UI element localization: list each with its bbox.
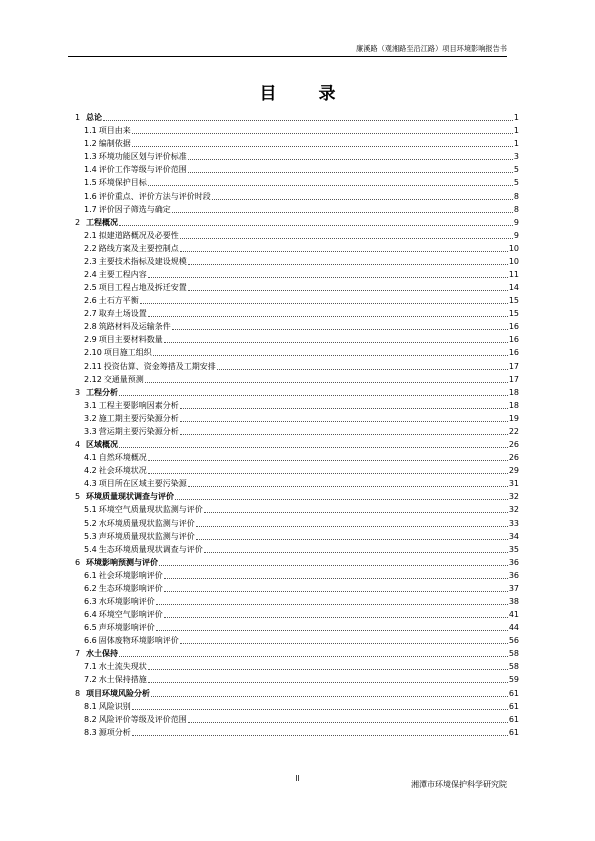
- toc-entry-number: 5.2: [84, 518, 97, 528]
- toc-section-entry[interactable]: [75, 149, 519, 162]
- toc-chapter-entry[interactable]: [75, 489, 519, 502]
- toc-entry-label: 环境功能区划与评价标准: [98, 152, 187, 162]
- toc-entry-label: 区域概况: [86, 440, 118, 450]
- toc-dot-leader: [151, 696, 508, 697]
- toc-section-entry[interactable]: [75, 358, 519, 371]
- toc-entry-number: 3.1: [84, 400, 97, 410]
- toc-entry-page: 58: [508, 649, 519, 659]
- toc-dot-leader: [145, 382, 508, 383]
- toc-dot-leader: [156, 604, 508, 605]
- toc-dot-leader: [132, 709, 508, 710]
- toc-entry-number: 1.2: [84, 139, 97, 149]
- toc-entry-page: 36: [508, 557, 519, 567]
- toc-dot-leader: [148, 682, 508, 683]
- toc-entry-label: 社会环境状况: [98, 466, 147, 476]
- toc-entry-number: 7.1: [84, 662, 97, 672]
- toc-entry-number: 2.1: [84, 230, 97, 240]
- toc-entry-label: 拟建道路概况及必要性: [98, 230, 179, 240]
- toc-dot-leader: [148, 185, 513, 186]
- toc-dot-leader: [180, 238, 513, 239]
- toc-entry-number: 1.3: [84, 152, 97, 162]
- toc-section-entry[interactable]: [75, 542, 519, 555]
- toc-dot-leader: [148, 460, 508, 461]
- toc-section-entry[interactable]: [75, 345, 519, 358]
- toc-entry-label: 环境质量现状调查与评价: [86, 492, 174, 502]
- toc-section-entry[interactable]: [75, 293, 519, 306]
- toc-dot-leader: [204, 512, 508, 513]
- toc-chapter-entry[interactable]: [75, 437, 519, 450]
- toc-dot-leader: [119, 447, 508, 448]
- toc-entry-page: 15: [508, 309, 519, 319]
- toc-entry-page: 22: [508, 426, 519, 436]
- toc-entry-label: 投资估算、资金筹措及工期安排: [103, 361, 216, 371]
- toc-chapter-entry[interactable]: [75, 110, 519, 123]
- toc-entry-page: 26: [508, 453, 519, 463]
- toc-section-entry[interactable]: [75, 633, 519, 646]
- toc-entry-number: 2.7: [84, 309, 97, 319]
- toc-chapter-entry[interactable]: [75, 215, 519, 228]
- toc-entry-number: 2.12: [84, 374, 102, 384]
- toc-section-entry[interactable]: [75, 620, 519, 633]
- toc-dot-leader: [132, 735, 508, 736]
- toc-section-entry[interactable]: [75, 699, 519, 712]
- toc-section-entry[interactable]: [75, 725, 519, 738]
- toc-section-entry[interactable]: [75, 529, 519, 542]
- toc-entry-page: 37: [508, 583, 519, 593]
- toc-dot-leader: [119, 656, 508, 657]
- toc-entry-label: 水环境质量现状监测与评价: [98, 518, 195, 528]
- toc-entry-page: 33: [508, 518, 519, 528]
- toc-entry-page: 11: [508, 270, 519, 280]
- toc-section-entry[interactable]: [75, 502, 519, 515]
- toc-entry-page: 18: [508, 400, 519, 410]
- toc-entry-page: 38: [508, 596, 519, 606]
- toc-entry-page: 5: [513, 178, 519, 188]
- toc-entry-label: 项目环境风险分析: [86, 688, 150, 698]
- toc-entry-number: 5.4: [84, 544, 97, 554]
- toc-entry-number: 2.10: [84, 348, 102, 358]
- toc-entry-number: 2: [75, 217, 81, 227]
- toc-section-entry[interactable]: [75, 450, 519, 463]
- toc-dot-leader: [164, 578, 508, 579]
- toc-entry-label: 环境空气影响评价: [98, 610, 163, 620]
- page-number: II: [295, 774, 300, 783]
- toc-section-entry[interactable]: [75, 241, 519, 254]
- toc-dot-leader: [196, 526, 508, 527]
- toc-entry-page: 59: [508, 675, 519, 685]
- toc-entry-number: 8: [75, 688, 81, 698]
- header-divider: [68, 56, 507, 57]
- toc-entry-label: 生态环境影响评价: [98, 583, 163, 593]
- header-title: 廉溪路（观湘路至沿江路）项目环境影响报告书: [356, 44, 507, 53]
- toc-dot-leader: [132, 146, 513, 147]
- toc-dot-leader: [217, 369, 508, 370]
- toc-entry-label: 项目主要材料数量: [98, 335, 163, 345]
- footer-organization: 湘潭市环境保护科学研究院: [411, 780, 507, 789]
- toc-section-entry[interactable]: [75, 712, 519, 725]
- toc-section-entry[interactable]: [75, 672, 519, 685]
- toc-section-entry[interactable]: [75, 594, 519, 607]
- toc-section-entry[interactable]: [75, 398, 519, 411]
- toc-entry-number: 2.6: [84, 296, 97, 306]
- toc-section-entry[interactable]: [75, 123, 519, 136]
- toc-dot-leader: [164, 617, 508, 618]
- toc-section-entry[interactable]: [75, 306, 519, 319]
- toc-dot-leader: [188, 486, 508, 487]
- toc-entry-label: 风险识别: [98, 701, 131, 711]
- toc-entry-label: 编制依据: [98, 139, 131, 149]
- toc-entry-label: 评价因子筛选与确定: [98, 204, 171, 214]
- toc-dot-leader: [159, 565, 508, 566]
- toc-entry-number: 1: [75, 113, 81, 123]
- toc-entry-page: 17: [508, 374, 519, 384]
- toc-entry-page: 3: [513, 152, 519, 162]
- toc-entry-number: 1.6: [84, 191, 97, 201]
- toc-entry-page: 61: [508, 701, 519, 711]
- toc-entry-label: 自然环境概况: [98, 453, 147, 463]
- toc-dot-leader: [119, 395, 508, 396]
- toc-section-entry[interactable]: [75, 175, 519, 188]
- toc-entry-label: 交通量预测: [103, 374, 144, 384]
- toc-section-entry[interactable]: [75, 476, 519, 489]
- toc-dot-leader: [180, 643, 508, 644]
- toc-entry-label: 固体废物环境影响评价: [98, 636, 179, 646]
- toc-dot-leader: [188, 264, 508, 265]
- toc-entry-label: 主要工程内容: [98, 270, 147, 280]
- toc-chapter-entry[interactable]: [75, 555, 519, 568]
- toc-entry-number: 8.3: [84, 727, 97, 737]
- toc-section-entry[interactable]: [75, 188, 519, 201]
- toc-dot-leader: [188, 722, 508, 723]
- toc-entry-page: 10: [508, 256, 519, 266]
- toc-entry-page: 16: [508, 335, 519, 345]
- toc-section-entry[interactable]: [75, 280, 519, 293]
- toc-section-entry[interactable]: [75, 136, 519, 149]
- toc-section-entry[interactable]: [75, 424, 519, 437]
- toc-entry-number: 6.3: [84, 596, 97, 606]
- toc-entry-number: 6: [75, 557, 81, 567]
- toc-entry-page: 26: [508, 440, 519, 450]
- toc-entry-number: 2.11: [84, 361, 102, 371]
- toc-entry-label: 路线方案及主要控制点: [98, 243, 179, 253]
- toc-section-entry[interactable]: [75, 202, 519, 215]
- toc-entry-page: 16: [508, 348, 519, 358]
- toc-entry-label: 环境保护目标: [98, 178, 147, 188]
- toc-entry-number: 2.5: [84, 283, 97, 293]
- toc-dot-leader: [103, 120, 513, 121]
- toc-entry-page: 58: [508, 662, 519, 672]
- toc-entry-label: 总论: [86, 113, 102, 123]
- toc-entry-label: 营运期主要污染源分析: [98, 426, 179, 436]
- toc-dot-leader: [164, 342, 508, 343]
- toc-section-entry[interactable]: [75, 267, 519, 280]
- toc-section-entry[interactable]: [75, 411, 519, 424]
- toc-entry-page: 61: [508, 714, 519, 724]
- toc-entry-number: 6.5: [84, 623, 97, 633]
- toc-dot-leader: [156, 630, 508, 631]
- toc-entry-number: 8.1: [84, 701, 97, 711]
- toc-entry-page: 56: [508, 636, 519, 646]
- toc-section-entry[interactable]: [75, 581, 519, 594]
- page-title: 目 录: [259, 84, 354, 104]
- toc-dot-leader: [180, 421, 508, 422]
- toc-entry-label: 社会环境影响评价: [98, 570, 163, 580]
- toc-section-entry[interactable]: [75, 228, 519, 241]
- toc-entry-number: 1.1: [84, 126, 97, 136]
- toc-entry-label: 项目工程占地及拆迁安置: [98, 283, 187, 293]
- toc-dot-leader: [180, 408, 508, 409]
- toc-entry-number: 8.2: [84, 714, 97, 724]
- toc-entry-page: 41: [508, 610, 519, 620]
- toc-entry-page: 32: [508, 492, 519, 502]
- toc-entry-number: 3: [75, 387, 81, 397]
- toc-entry-page: 29: [508, 466, 519, 476]
- toc-entry-number: 6.1: [84, 570, 97, 580]
- toc-dot-leader: [148, 277, 508, 278]
- toc-dot-leader: [119, 225, 513, 226]
- toc-dot-leader: [148, 473, 508, 474]
- toc-dot-leader: [212, 199, 513, 200]
- toc-dot-leader: [164, 591, 508, 592]
- toc-entry-number: 5: [75, 492, 81, 502]
- toc-section-entry[interactable]: [75, 463, 519, 476]
- toc-entry-number: 1.7: [84, 204, 97, 214]
- toc-section-entry[interactable]: [75, 254, 519, 267]
- toc-entry-number: 6.2: [84, 583, 97, 593]
- toc-entry-label: 生态环境质量现状调查与评价: [98, 544, 203, 554]
- toc-entry-number: 2.3: [84, 256, 97, 266]
- toc-entry-page: 35: [508, 544, 519, 554]
- toc-entry-page: 10: [508, 243, 519, 253]
- toc-entry-number: 1.5: [84, 178, 97, 188]
- toc-entry-label: 声环境影响评价: [98, 623, 155, 633]
- table-of-contents: [75, 110, 519, 738]
- toc-entry-page: 32: [508, 505, 519, 515]
- toc-entry-number: 4: [75, 440, 81, 450]
- toc-entry-page: 61: [508, 688, 519, 698]
- toc-entry-number: 1.4: [84, 165, 97, 175]
- toc-entry-label: 工程概况: [86, 217, 118, 227]
- toc-entry-page: 16: [508, 322, 519, 332]
- toc-entry-number: 4.1: [84, 453, 97, 463]
- toc-dot-leader: [172, 329, 508, 330]
- toc-entry-number: 3.2: [84, 413, 97, 423]
- toc-entry-page: 36: [508, 570, 519, 580]
- toc-entry-label: 环境影响预测与评价: [86, 557, 158, 567]
- toc-entry-number: 6.6: [84, 636, 97, 646]
- toc-chapter-entry[interactable]: [75, 685, 519, 698]
- toc-entry-number: 3.3: [84, 426, 97, 436]
- toc-entry-page: 31: [508, 479, 519, 489]
- toc-entry-number: 5.1: [84, 505, 97, 515]
- toc-dot-leader: [172, 212, 513, 213]
- toc-entry-label: 土石方平衡: [98, 296, 139, 306]
- toc-entry-page: 17: [508, 361, 519, 371]
- toc-section-entry[interactable]: [75, 515, 519, 528]
- toc-entry-label: 评价工作等级与评价范围: [98, 165, 187, 175]
- toc-entry-label: 取弃土场设置: [98, 309, 147, 319]
- toc-dot-leader: [140, 303, 508, 304]
- toc-entry-label: 项目由来: [98, 126, 131, 136]
- toc-entry-number: 2.8: [84, 322, 97, 332]
- toc-entry-number: 2.9: [84, 335, 97, 345]
- toc-entry-page: 1: [513, 126, 519, 136]
- toc-section-entry[interactable]: [75, 568, 519, 581]
- toc-entry-page: 15: [508, 296, 519, 306]
- toc-section-entry[interactable]: [75, 659, 519, 672]
- toc-section-entry[interactable]: [75, 319, 519, 332]
- toc-entry-number: 5.3: [84, 531, 97, 541]
- toc-chapter-entry[interactable]: [75, 385, 519, 398]
- toc-section-entry[interactable]: [75, 372, 519, 385]
- toc-entry-page: 44: [508, 623, 519, 633]
- toc-entry-number: 4.3: [84, 479, 97, 489]
- toc-entry-label: 源项分析: [98, 727, 131, 737]
- toc-entry-page: 1: [513, 139, 519, 149]
- toc-dot-leader: [180, 434, 508, 435]
- toc-dot-leader: [148, 316, 508, 317]
- toc-entry-page: 5: [513, 165, 519, 175]
- toc-entry-page: 19: [508, 413, 519, 423]
- toc-entry-label: 施工期主要污染源分析: [98, 413, 179, 423]
- toc-entry-number: 7.2: [84, 675, 97, 685]
- toc-entry-label: 风险评价等级及评价范围: [98, 714, 187, 724]
- toc-entry-label: 声环境质量现状监测与评价: [98, 531, 195, 541]
- toc-chapter-entry[interactable]: [75, 646, 519, 659]
- toc-entry-number: 7: [75, 649, 81, 659]
- toc-entry-page: 14: [508, 283, 519, 293]
- toc-entry-label: 水环境影响评价: [98, 596, 155, 606]
- toc-entry-number: 6.4: [84, 610, 97, 620]
- toc-dot-leader: [204, 552, 508, 553]
- toc-entry-number: 2.4: [84, 270, 97, 280]
- toc-entry-label: 水土流失现状: [98, 662, 147, 672]
- toc-entry-label: 项目施工组织: [103, 348, 152, 358]
- toc-dot-leader: [180, 251, 508, 252]
- toc-entry-label: 水土保持措施: [98, 675, 147, 685]
- toc-dot-leader: [196, 539, 508, 540]
- toc-dot-leader: [188, 290, 508, 291]
- toc-entry-label: 评价重点、评价方法与评价时段: [98, 191, 211, 201]
- toc-entry-label: 工程主要影响因素分析: [98, 400, 179, 410]
- toc-entry-page: 1: [513, 113, 519, 123]
- toc-entry-page: 34: [508, 531, 519, 541]
- toc-entry-page: 8: [513, 204, 519, 214]
- toc-section-entry[interactable]: [75, 607, 519, 620]
- toc-entry-page: 9: [513, 217, 519, 227]
- toc-section-entry[interactable]: [75, 332, 519, 345]
- toc-entry-page: 61: [508, 727, 519, 737]
- toc-dot-leader: [188, 159, 513, 160]
- toc-dot-leader: [153, 355, 508, 356]
- toc-entry-page: 18: [508, 387, 519, 397]
- toc-entry-label: 主要技术指标及建设规模: [98, 256, 187, 266]
- toc-section-entry[interactable]: [75, 162, 519, 175]
- toc-entry-page: 8: [513, 191, 519, 201]
- toc-dot-leader: [175, 499, 508, 500]
- toc-dot-leader: [132, 133, 513, 134]
- toc-entry-label: 筑路材料及运输条件: [98, 322, 171, 332]
- toc-entry-number: 4.2: [84, 466, 97, 476]
- toc-dot-leader: [188, 172, 513, 173]
- toc-entry-page: 9: [513, 230, 519, 240]
- toc-entry-label: 项目所在区域主要污染源: [98, 479, 187, 489]
- toc-entry-label: 水土保持: [86, 649, 118, 659]
- toc-dot-leader: [148, 669, 508, 670]
- toc-entry-label: 工程分析: [86, 387, 118, 397]
- toc-entry-number: 2.2: [84, 243, 97, 253]
- toc-entry-label: 环境空气质量现状监测与评价: [98, 505, 203, 515]
